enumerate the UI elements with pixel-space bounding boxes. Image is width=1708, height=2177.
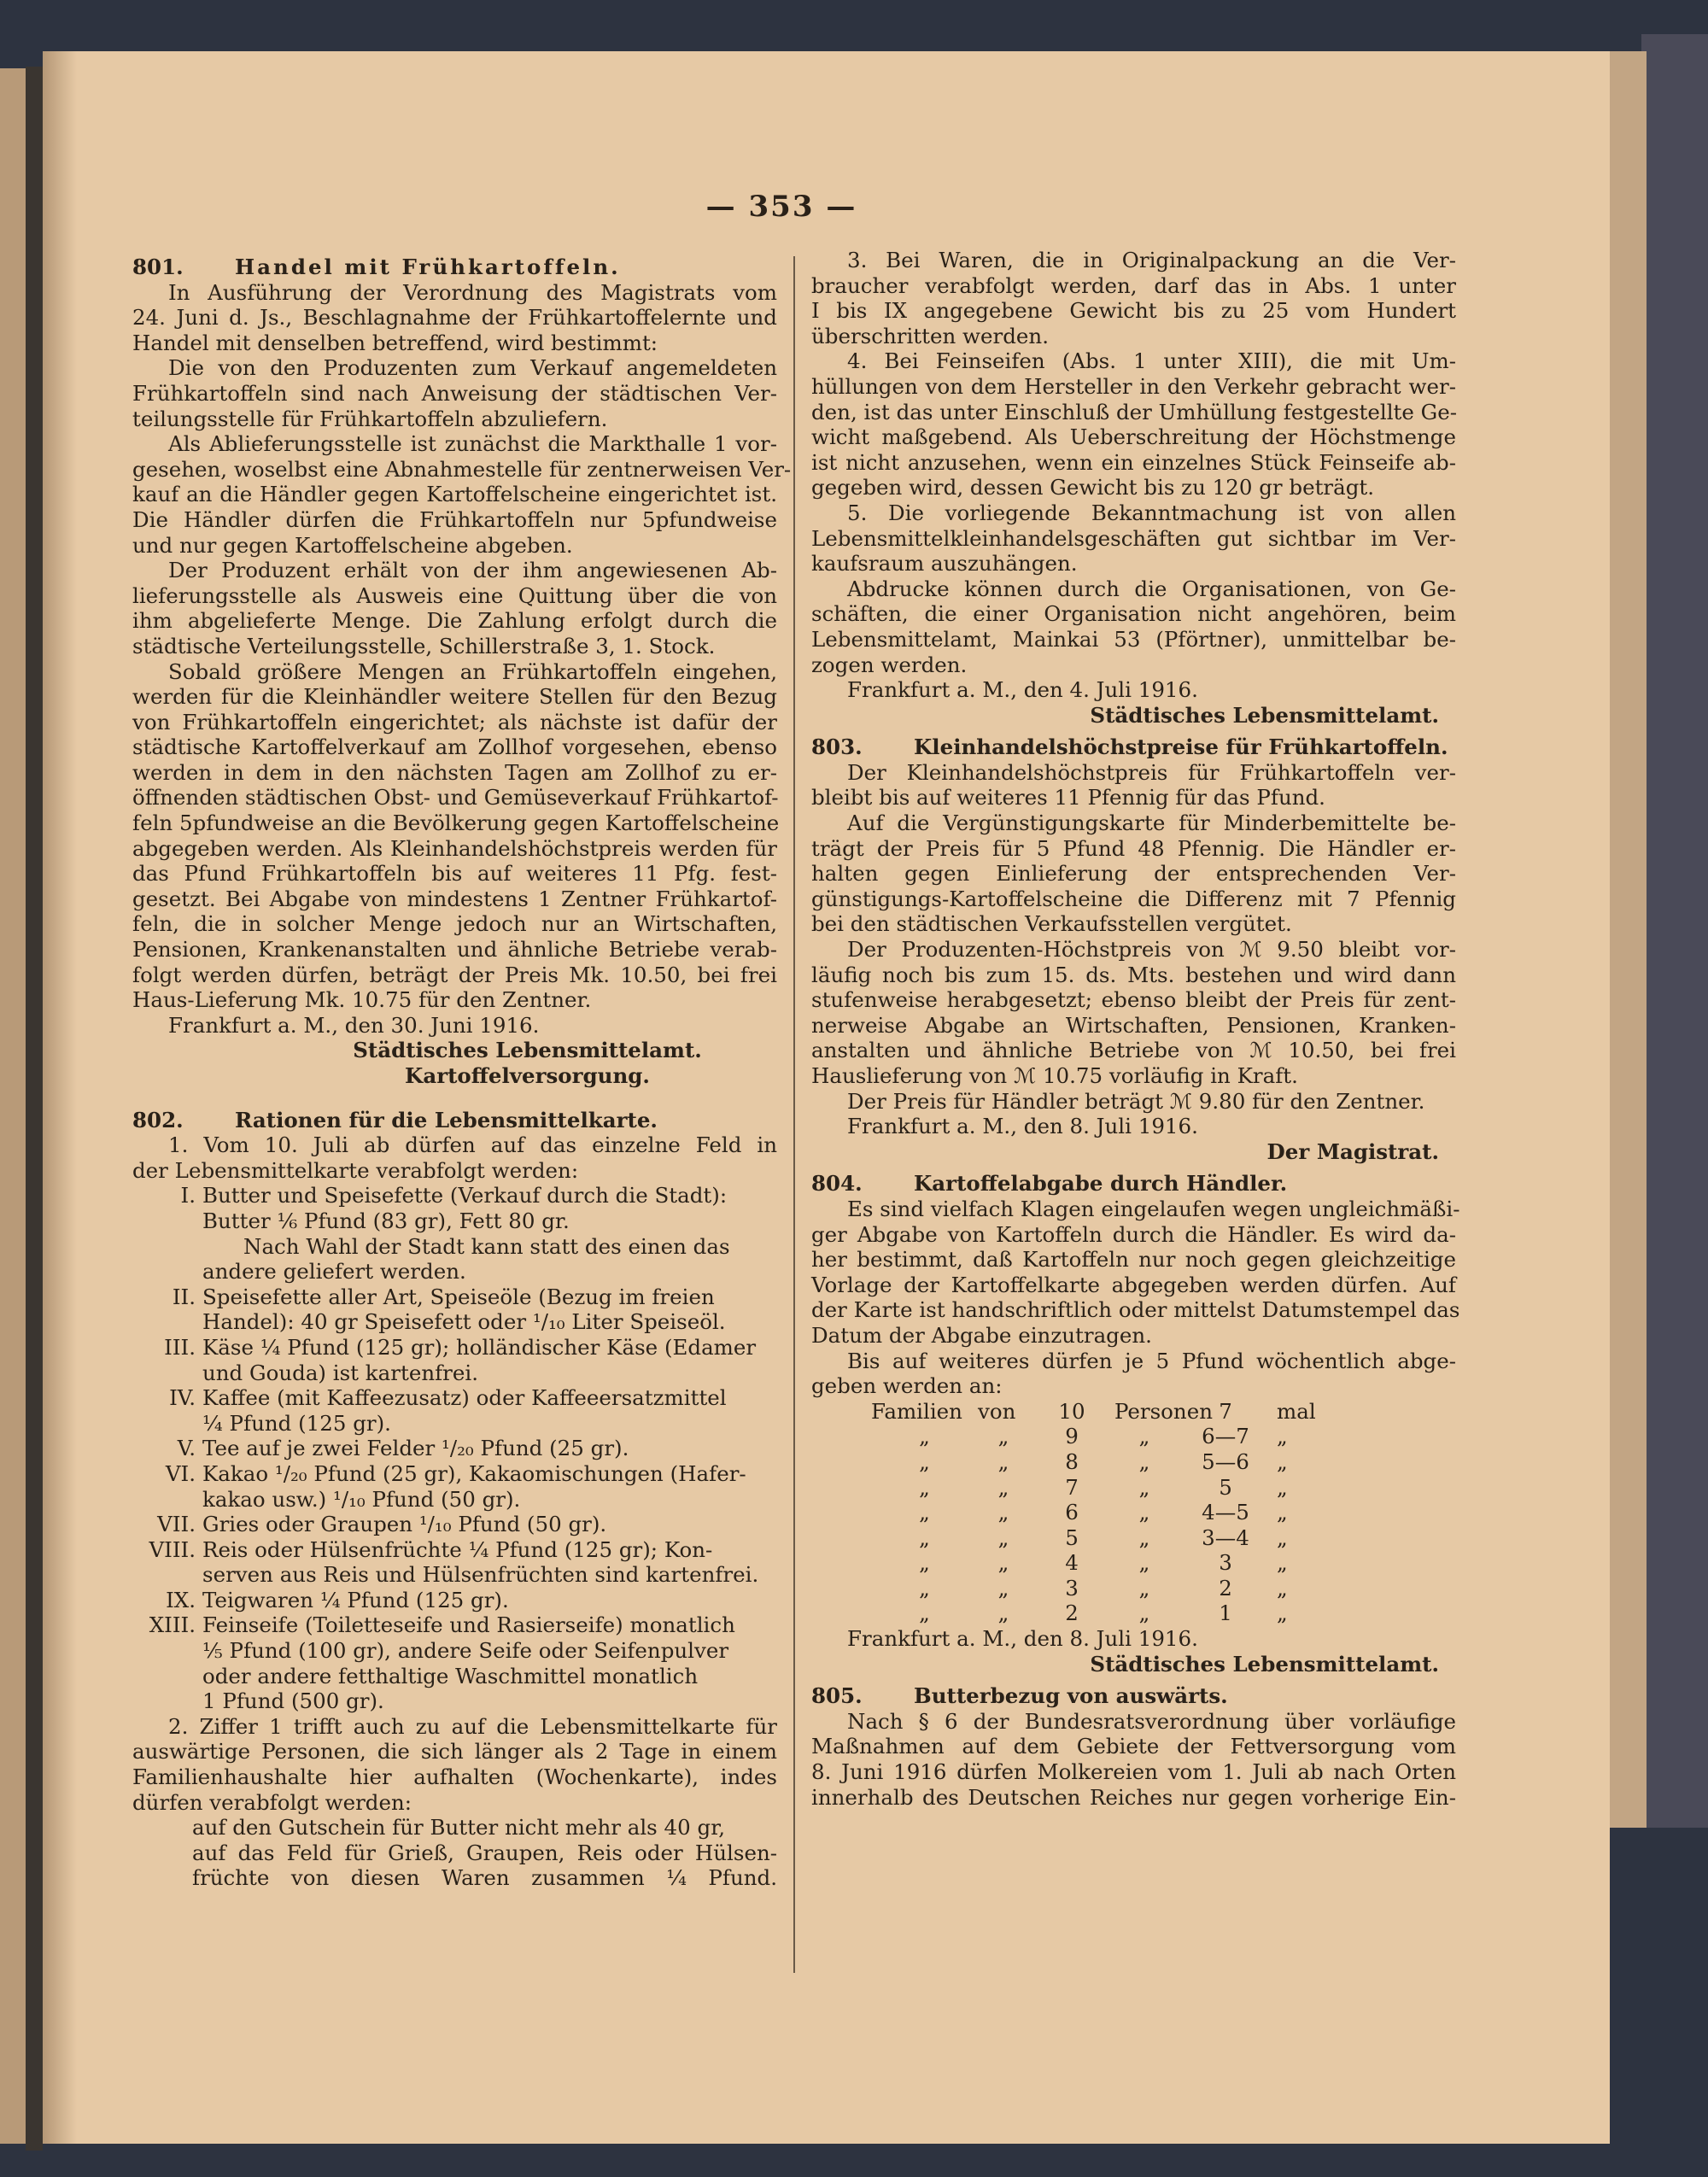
section-title: Handel mit Frühkartoffeln.: [235, 255, 621, 279]
text-line: Bis auf weiteres dürfen je 5 Pfund wöchentlich abge-: [847, 1348, 1456, 1373]
signature: Städtisches Lebensmittelamt.: [1090, 1651, 1439, 1677]
table-cell: „: [1277, 1424, 1288, 1449]
section-804-body: [811, 1196, 1460, 1399]
text-line: Der Kleinhandelshöchstpreis für Frühkartoffeln ver-: [847, 759, 1456, 785]
table-cell: „: [997, 1550, 1009, 1576]
text-line: feln 5pfundweise an die Bevölkerung gegen Kartoffelscheine: [132, 811, 780, 836]
text-line: bei den städtischen Verkaufsstellen vergütet.: [811, 911, 1292, 937]
table-cell: 6—7: [1202, 1424, 1249, 1449]
table-cell: „: [1138, 1550, 1150, 1576]
text-line: Nach § 6 der Bundesratsverordnung über vorläufige: [847, 1708, 1456, 1734]
text-line: überschritten werden.: [811, 323, 1049, 348]
ration-item: [132, 1385, 777, 1411]
text-line: 5. Die vorliegende Bekanntmachung ist von allen: [847, 500, 1456, 525]
ration-item: [132, 1436, 777, 1461]
text-line: werden für die Kleinhändler weitere Stellen für den Bezug: [132, 684, 777, 710]
table-row: [811, 1449, 1456, 1475]
text-line: 4. Bei Feinseifen (Abs. 1 unter XIII), die mit Um-: [847, 348, 1456, 374]
table-cell: „: [919, 1575, 930, 1601]
page-number: — 353 —: [705, 190, 857, 224]
item-text: Feinseife (Toiletteseife und Rasierseife) monatlich: [202, 1612, 735, 1638]
text-line: auswärtige Personen, die sich länger als 2 Tage in einem: [132, 1739, 777, 1764]
text-line: Frankfurt a. M., den 8. Juli 1916.: [847, 1114, 1198, 1139]
text-line: geben werden an:: [811, 1373, 1003, 1399]
section-802-continued: [811, 248, 1456, 703]
text-line: dürfen verabfolgt werden:: [132, 1789, 412, 1815]
text-line: hüllungen von dem Hersteller in den Verkehr gebracht wer-: [811, 373, 1456, 399]
text-line: abgegeben werden. Als Kleinhandelshöchstpreis werden für: [132, 835, 777, 861]
table-cell: „: [919, 1601, 930, 1626]
item-text: Butter ⅙ Pfund (83 gr), Fett 80 gr.: [202, 1208, 570, 1233]
table-cell: „: [997, 1500, 1009, 1525]
item-text: Handel): 40 gr Speisefett oder ¹/₁₀ Liter Speiseöl.: [202, 1309, 726, 1335]
section-number: 805.: [811, 1683, 863, 1709]
item-text: Butter und Speisefette (Verkauf durch die Stadt):: [202, 1183, 728, 1208]
text-line: teilungsstelle für Frühkartoffeln abzuliefern.: [132, 406, 608, 431]
item-text: kakao usw.) ¹/₁₀ Pfund (50 gr).: [202, 1486, 521, 1512]
text-line: Es sind vielfach Klagen eingelaufen wegen ungleichmäßi-: [847, 1196, 1460, 1221]
item-number: I.: [180, 1183, 196, 1208]
section-802-tail: [132, 1714, 777, 1891]
ration-item: [132, 1537, 777, 1563]
table-cell: Personen: [1114, 1398, 1213, 1424]
table-cell: 6: [1065, 1500, 1079, 1525]
table-cell: 5—6: [1202, 1448, 1249, 1474]
item-number: V.: [177, 1436, 196, 1461]
item-text: Kaffee (mit Kaffeezusatz) oder Kaffeeersatzmittel: [202, 1385, 727, 1411]
table-cell: „: [997, 1474, 1009, 1500]
text-line: öffnenden städtischen Obst- und Gemüseverkauf Frühkartof-: [132, 785, 779, 811]
table-cell: „: [997, 1448, 1009, 1474]
table-cell: „: [997, 1524, 1009, 1550]
left-column: [132, 248, 792, 1891]
section-803-heading: [811, 734, 1456, 760]
table-cell: 7: [1219, 1398, 1232, 1424]
text-line: halten gegen Einlieferung der entsprechenden Ver-: [811, 861, 1456, 887]
table-cell: „: [1277, 1500, 1288, 1525]
text-line: I bis IX angegebene Gewicht bis zu 25 vom Hundert: [811, 298, 1456, 324]
table-row: [811, 1525, 1456, 1551]
table-cell: 2: [1219, 1575, 1232, 1601]
table-cell: „: [1277, 1448, 1288, 1474]
table-cell: „: [1138, 1601, 1150, 1626]
table-cell: „: [997, 1601, 1009, 1626]
text-line: Frankfurt a. M., den 4. Juli 1916.: [847, 677, 1198, 703]
section-805-heading: [811, 1683, 1456, 1709]
ration-item: [132, 1512, 777, 1537]
text-line: 24. Juni d. Js., Beschlagnahme der Frühkartoffelernte und: [132, 305, 777, 331]
text-line: Handel mit denselben betreffend, wird bestimmt:: [132, 330, 658, 355]
item-text: Nach Wahl der Stadt kann statt des einen das: [243, 1233, 730, 1259]
text-line: Der Produzenten-Höchstpreis von ℳ 9.50 bleibt vor-: [847, 937, 1456, 963]
family-quota-table: [811, 1399, 1456, 1626]
item-number: VIII.: [149, 1536, 196, 1562]
section-802-heading: [132, 1108, 777, 1133]
table-cell: „: [919, 1500, 930, 1525]
section-title: Butterbezug von auswärts.: [914, 1683, 1228, 1709]
table-cell: „: [1277, 1474, 1288, 1500]
item-number: IV.: [169, 1385, 196, 1411]
text-line: der Lebensmittelkarte verabfolgt werden:: [132, 1157, 579, 1183]
text-line: Familienhaushalte hier aufhalten (Wochenkarte), indes: [132, 1764, 777, 1790]
table-cell: „: [1138, 1524, 1150, 1550]
text-line: nerweise Abgabe an Wirtschaften, Pensionen, Kranken-: [811, 1012, 1456, 1038]
item-text: ¼ Pfund (125 gr).: [202, 1410, 391, 1436]
table-cell: 2: [1065, 1601, 1079, 1626]
date-line: Frankfurt a. M., den 8. Juli 1916.: [847, 1626, 1198, 1652]
item-text: Teigwaren ¼ Pfund (125 gr).: [202, 1587, 509, 1612]
table-cell: Familien: [871, 1398, 962, 1424]
ration-item: [132, 1335, 777, 1361]
text-line: auf den Gutschein für Butter nicht mehr als 40 gr,: [192, 1815, 725, 1841]
table-cell: „: [1277, 1601, 1288, 1626]
table-row: [811, 1424, 1456, 1449]
table-cell: 3: [1219, 1550, 1232, 1576]
signature-sub: Kartoffelversorgung.: [405, 1063, 650, 1088]
table-cell: 3—4: [1202, 1524, 1249, 1550]
table-row: [811, 1475, 1456, 1501]
item-number: XIII.: [149, 1612, 196, 1638]
text-line: Maßnahmen auf dem Gebiete der Fettversorgung vom: [811, 1734, 1456, 1759]
text-line: ist nicht anzusehen, wenn ein einzelnes Stück Feinseife ab-: [811, 449, 1456, 475]
item-text: Tee auf je zwei Felder ¹/₂₀ Pfund (25 gr).: [202, 1436, 629, 1461]
section-number: 804.: [811, 1171, 863, 1197]
table-row: [811, 1550, 1456, 1576]
section-title: Kleinhandelshöchstpreise für Frühkartoffeln.: [914, 734, 1448, 760]
text-line: auf das Feld für Grieß, Graupen, Reis oder Hülsen-: [192, 1840, 777, 1865]
text-line: innerhalb des Deutschen Reiches nur gegen vorherige Ein-: [811, 1784, 1456, 1810]
table-cell: „: [919, 1524, 930, 1550]
item-text: Kakao ¹/₂₀ Pfund (25 gr), Kakaomischungen (Hafer-: [202, 1460, 746, 1486]
ration-item: [132, 1612, 777, 1638]
text-line: 3. Bei Waren, die in Originalpackung an die Ver-: [847, 248, 1456, 272]
item-text: Gries oder Graupen ¹/₁₀ Pfund (50 gr).: [202, 1512, 607, 1537]
text-line: her bestimmt, daß Kartoffeln nur noch gegen gleichzeitige: [811, 1247, 1456, 1273]
item-text: andere geliefert werden.: [202, 1259, 466, 1285]
section-801-heading: [132, 255, 777, 280]
table-row: [811, 1601, 1456, 1626]
table-cell: „: [1277, 1550, 1288, 1576]
column-divider: [793, 256, 795, 1973]
text-line: bleibt bis auf weiteres 11 Pfennig für das Pfund.: [811, 785, 1325, 811]
text-line: wicht maßgebend. Als Ueberschreitung der Höchstmenge: [811, 424, 1456, 450]
table-cell: 8: [1065, 1448, 1079, 1474]
item-number: II.: [172, 1284, 196, 1309]
item-text: Käse ¼ Pfund (125 gr); holländischer Käse (Edamer: [202, 1334, 757, 1360]
text-line: braucher verabfolgt werden, darf das in Abs. 1 unter: [811, 272, 1456, 298]
text-line: gegeben wird, dessen Gewicht bis zu 120 gr beträgt.: [811, 475, 1375, 500]
ration-item: [132, 1588, 777, 1613]
item-text: serven aus Reis und Hülsenfrüchten sind kartenfrei.: [202, 1562, 759, 1588]
ration-item: [132, 1183, 777, 1208]
signature: Der Magistrat.: [1266, 1138, 1439, 1164]
text-line: schäften, die einer Organisation nicht angehören, beim: [811, 601, 1456, 627]
right-column: [811, 248, 1460, 1810]
table-cell: 1: [1219, 1601, 1232, 1626]
text-line: Pensionen, Krankenanstalten und ähnliche Betriebe verab-: [132, 937, 777, 963]
table-row: [811, 1500, 1456, 1525]
text-line: gesetzt. Bei Abgabe von mindestens 1 Zentner Frühkartof-: [132, 886, 777, 911]
item-number: III.: [164, 1334, 196, 1360]
section-number: 801.: [132, 255, 184, 279]
table-cell: „: [1277, 1524, 1288, 1550]
signature: Städtisches Lebensmittelamt.: [353, 1038, 702, 1063]
table-cell: „: [919, 1550, 930, 1576]
text-line: ihm abgelieferte Menge. Die Zahlung erfolgt durch die: [132, 608, 777, 634]
text-line: günstigungs-Kartoffelscheine die Differenz mit 7 Pfennig: [811, 886, 1456, 911]
table-cell: „: [919, 1448, 930, 1474]
item-number: IX.: [166, 1587, 196, 1612]
text-line: In Ausführung der Verordnung des Magistrats vom: [168, 279, 777, 305]
text-line: läufig noch bis zum 15. ds. Mts. bestehen und wird dann: [811, 962, 1456, 987]
section-title: Rationen für die Lebensmittelkarte.: [235, 1107, 658, 1132]
table-cell: 5: [1219, 1474, 1232, 1500]
table-cell: „: [919, 1474, 930, 1500]
table-cell: 7: [1065, 1474, 1079, 1500]
table-cell: „: [1277, 1575, 1288, 1601]
item-text: und Gouda) ist kartenfrei.: [202, 1360, 478, 1385]
text-line: den, ist das unter Einschluß der Umhüllung festgestellte Ge-: [811, 399, 1458, 424]
table-cell: „: [1138, 1500, 1150, 1525]
table-cell: „: [1138, 1575, 1150, 1601]
section-803-body: [811, 760, 1456, 1139]
item-text: ⅕ Pfund (100 gr), andere Seife oder Seifenpulver: [202, 1638, 729, 1664]
text-line: ger Abgabe von Kartoffeln durch die Händler. Es wird da-: [811, 1221, 1456, 1247]
item-number: VII.: [157, 1512, 196, 1537]
text-line: 2. Ziffer 1 trifft auch zu auf die Lebensmittelkarte für: [168, 1713, 777, 1739]
text-line: 8. Juni 1916 dürfen Molkereien vom 1. Juli ab nach Orten: [811, 1759, 1456, 1785]
text-line: Die von den Produzenten zum Verkauf angemeldeten: [168, 355, 777, 381]
text-line: trägt der Preis für 5 Pfund 48 Pfennig. Die Händler er-: [811, 835, 1456, 861]
ration-items: [132, 1183, 777, 1713]
table-cell: „: [1138, 1424, 1150, 1449]
text-line: stufenweise herabgesetzt; ebenso bleibt der Preis für zent-: [811, 987, 1456, 1013]
text-line: Sobald größere Mengen an Frühkartoffeln eingehen,: [168, 658, 777, 684]
text-line: anstalten und ähnliche Betriebe von ℳ 10.50, bei frei: [811, 1038, 1456, 1063]
ration-item: [132, 1461, 777, 1487]
section-801-body: [132, 279, 792, 1039]
table-row: [811, 1576, 1456, 1601]
text-line: Haus-Lieferung Mk. 10.75 für den Zentner.: [132, 987, 592, 1013]
item-text: oder andere fetthaltige Waschmittel monatlich: [202, 1663, 699, 1688]
text-line: Vorlage der Kartoffelkarte abgegeben werden dürfen. Auf: [811, 1272, 1456, 1297]
text-line: Lebensmittelkleinhandelsgeschäften gut sichtbar im Ver-: [811, 525, 1456, 551]
text-line: Abdrucke können durch die Organisationen, von Ge-: [847, 576, 1456, 601]
text-line: der Karte ist handschriftlich oder mittelst Datumstempel das: [811, 1297, 1460, 1323]
text-line: zogen werden.: [811, 652, 968, 677]
text-line: kaufsraum auszuhängen.: [811, 551, 1078, 576]
text-line: Die Händler dürfen die Frühkartoffeln nur 5pfundweise: [132, 506, 777, 532]
text-line: gesehen, woselbst eine Abnahmestelle für zentnerweisen Ver-: [132, 456, 792, 482]
table-cell: 9: [1065, 1424, 1079, 1449]
table-cell: 5: [1065, 1524, 1079, 1550]
text-line: Auf die Vergünstigungskarte für Minderbemittelte be-: [847, 811, 1456, 836]
item-number: VI.: [165, 1460, 196, 1486]
text-line: städtische Kartoffelverkauf am Zollhof vorgesehen, ebenso: [132, 734, 777, 760]
item-text: Reis oder Hülsenfrüchte ¼ Pfund (125 gr); Kon-: [202, 1536, 713, 1562]
text-line: Hauslieferung von ℳ 10.75 vorläufig in Kraft.: [811, 1063, 1298, 1088]
table-cell: „: [919, 1424, 930, 1449]
table-cell: „: [1138, 1474, 1150, 1500]
table-cell: mal: [1277, 1398, 1316, 1424]
text-line: Lebensmittelamt, Mainkai 53 (Pförtner), unmittelbar be-: [811, 626, 1456, 652]
section-title: Kartoffelabgabe durch Händler.: [914, 1171, 1288, 1197]
ration-item: [132, 1285, 777, 1310]
signature: Städtisches Lebensmittelamt.: [1090, 702, 1439, 728]
text-line: Datum der Abgabe einzutragen.: [811, 1322, 1152, 1348]
text-line: werden in dem in den nächsten Tagen am Zollhof zu er-: [132, 759, 777, 785]
text-line: Frühkartoffeln sind nach Anweisung der städtischen Ver-: [132, 380, 777, 406]
section-804-heading: [811, 1171, 1456, 1197]
text-line: lieferungsstelle als Ausweis eine Quittung über die von: [132, 582, 777, 608]
section-number: 803.: [811, 734, 863, 760]
text-line: Als Ablieferungsstelle ist zunächst die Markthalle 1 vor-: [168, 431, 777, 457]
text-line: Der Produzent erhält von der ihm angewiesenen Ab-: [168, 558, 777, 583]
table-cell: 4: [1065, 1550, 1079, 1576]
text-line: und nur gegen Kartoffelscheine abgeben.: [132, 532, 573, 558]
text-line: 1. Vom 10. Juli ab dürfen auf das einzelne Feld in: [168, 1132, 777, 1158]
table-cell: von: [978, 1398, 1016, 1424]
text-line: von Frühkartoffeln eingerichtet; als nächste ist dafür der: [132, 709, 777, 734]
item-text: 1 Pfund (500 gr).: [202, 1688, 384, 1714]
table-row: [811, 1399, 1456, 1425]
text-line: kauf an die Händler gegen Kartoffelscheine eingerichtet ist.: [132, 482, 777, 507]
section-number: 802.: [132, 1107, 184, 1132]
table-cell: 4—5: [1202, 1500, 1249, 1525]
section-805-body: [811, 1709, 1456, 1810]
table-cell: 3: [1065, 1575, 1079, 1601]
item-text: Speisefette aller Art, Speiseöle (Bezug im freien: [202, 1284, 715, 1309]
text-line: folgt werden dürfen, beträgt der Preis Mk. 10.50, bei frei: [132, 962, 777, 987]
text-line: Der Preis für Händler beträgt ℳ 9.80 für den Zentner.: [847, 1088, 1425, 1114]
text-line: früchte von diesen Waren zusammen ¼ Pfund.: [192, 1865, 777, 1891]
text-line: städtische Verteilungsstelle, Schillerstraße 3, 1. Stock.: [132, 633, 716, 658]
table-cell: „: [997, 1424, 1009, 1449]
text-line: feln, die in solcher Menge jedoch nur an Wirtschaften,: [132, 911, 777, 937]
text-line: Frankfurt a. M., den 30. Juni 1916.: [168, 1012, 540, 1038]
table-cell: „: [1138, 1448, 1150, 1474]
table-cell: 10: [1058, 1398, 1085, 1424]
table-cell: „: [997, 1575, 1009, 1601]
text-line: das Pfund Frühkartoffeln bis auf weiteres 11 Pfg. fest-: [132, 861, 777, 887]
